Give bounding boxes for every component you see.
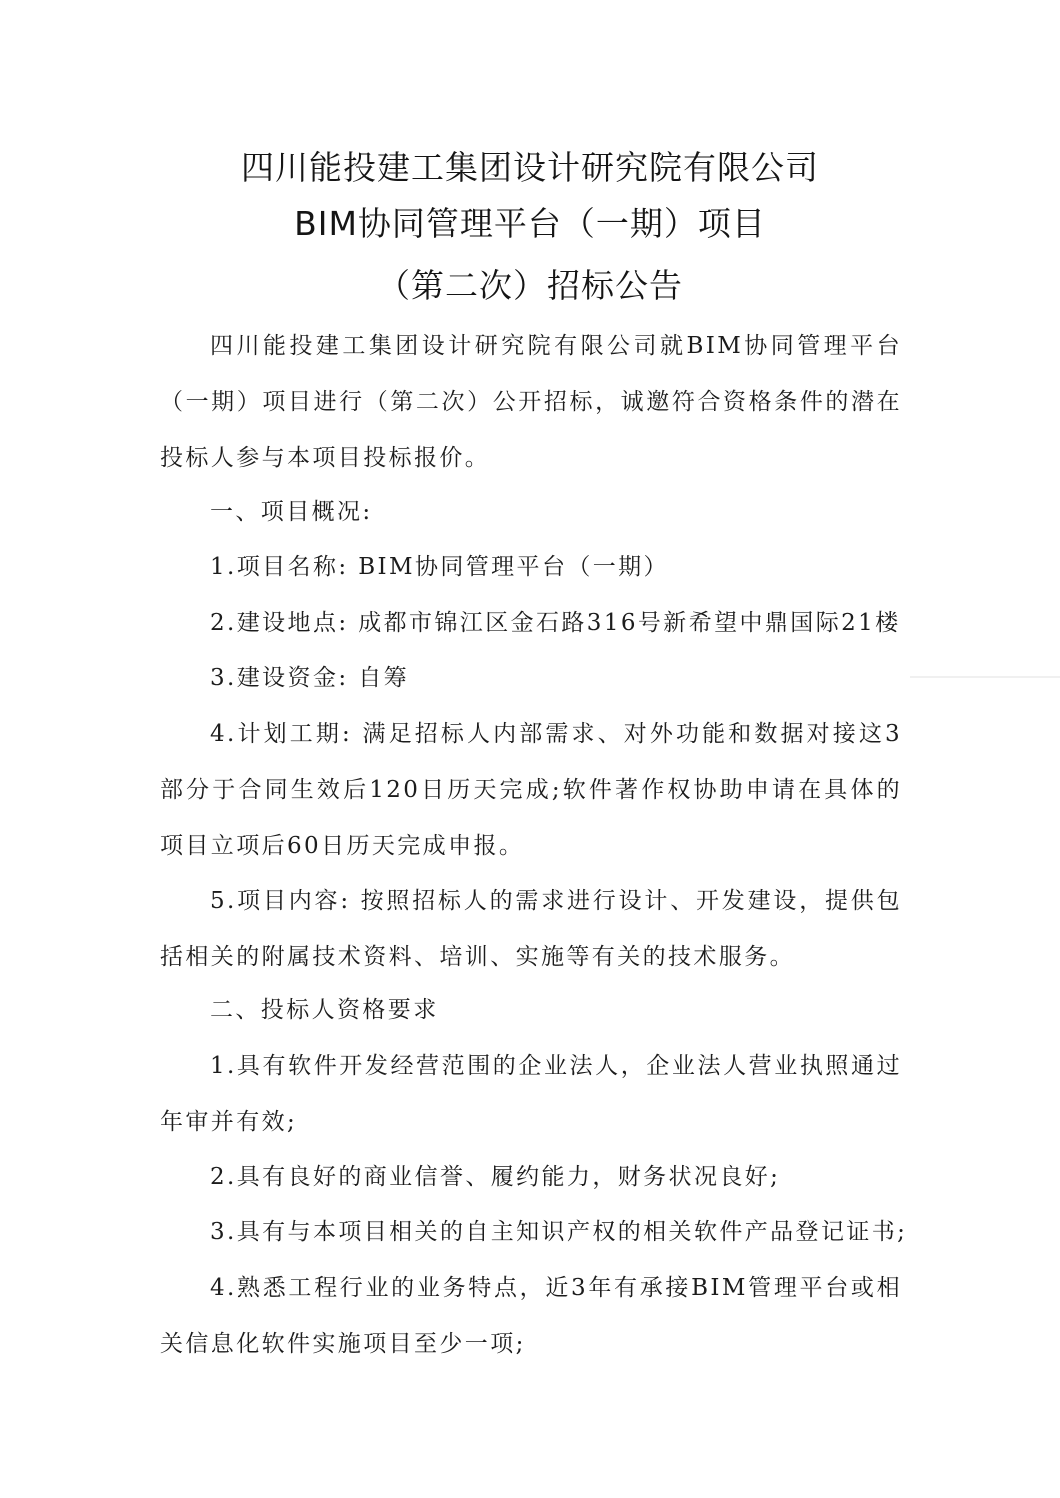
project-name-item: 1.项目名称: BIM协同管理平台（一期） [210, 554, 669, 580]
qualification-item-2: 2.具有良好的商业信誉、履约能力，财务状况良好; [210, 1164, 781, 1190]
title-line-1: 四川能投建工集团设计研究院有限公司 [241, 148, 819, 187]
project-funding-item: 3.建设资金: 自筹 [210, 665, 410, 691]
project-schedule-item: 4.计划工期: 满足招标人内部需求、对外功能和数据对接这3部分于合同生效后120日历天完成;软件著作权协助申请在具体的项目立项后60日历天完成申报。 [160, 721, 902, 859]
intro-paragraph: 四川能投建工集团设计研究院有限公司就BIM协同管理平台（一期）项目进行（第二次）公开招标，诚邀符合资格条件的潜在投标人参与本项目投标报价。 [160, 333, 902, 471]
scan-artifact [910, 676, 1060, 678]
section-1-heading: 一、项目概况: [210, 499, 373, 525]
title-line-3: （第二次）招标公告 [377, 266, 683, 305]
title-line-2: BIM协同管理平台（一期）项目 [294, 204, 766, 243]
qualification-item-1: 1.具有软件开发经营范围的企业法人，企业法人营业执照通过年审并有效; [160, 1053, 902, 1135]
project-content-item: 5.项目内容: 按照招标人的需求进行设计、开发建设，提供包括相关的附属技术资料、培训、实施等有关的技术服务。 [160, 888, 902, 970]
section-2-heading: 二、投标人资格要求 [210, 997, 439, 1023]
project-location-item: 2.建设地点: 成都市锦江区金石路316号新希望中鼎国际21楼 [210, 610, 901, 636]
qualification-item-4: 4.熟悉工程行业的业务特点，近3年有承接BIM管理平台或相关信息化软件实施项目至少一项; [160, 1275, 902, 1357]
qualification-item-3: 3.具有与本项目相关的自主知识产权的相关软件产品登记证书; [210, 1219, 908, 1245]
